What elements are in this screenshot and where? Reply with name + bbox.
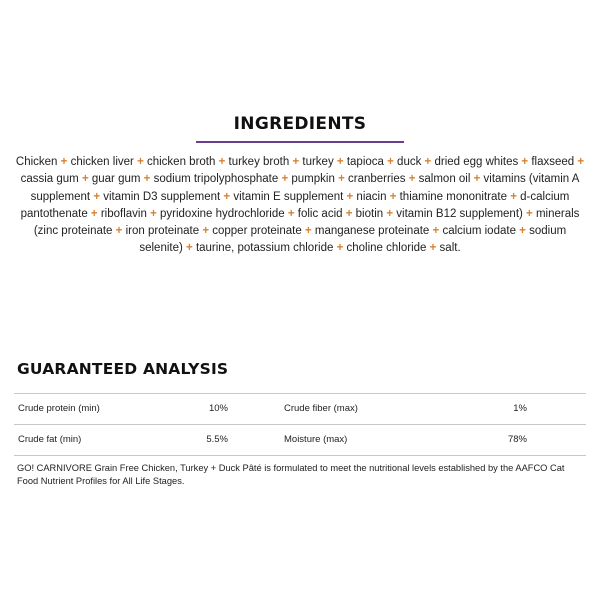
guaranteed-analysis-table: [14, 393, 586, 456]
ingredient-item: vitamin E supplement: [233, 190, 344, 203]
plus-separator: +: [389, 190, 397, 203]
plus-separator: +: [93, 190, 101, 203]
ingredient-item: flaxseed: [531, 156, 575, 168]
ingredient-item: vitamin D3 supplement: [103, 190, 221, 203]
plus-separator: +: [287, 207, 295, 220]
plus-separator: +: [218, 156, 226, 168]
analysis-value: 1%: [513, 403, 527, 414]
ingredient-item: salt.: [439, 242, 461, 255]
ingredient-item: d-calcium pantothenate: [20, 190, 570, 220]
ingredient-item: turkey: [302, 156, 334, 168]
ingredient-item: turkey broth: [228, 156, 290, 168]
analysis-label: Crude fiber (max): [284, 403, 358, 414]
plus-separator: +: [429, 242, 437, 255]
plus-separator: +: [387, 156, 394, 168]
plus-separator: +: [510, 190, 517, 203]
analysis-label: Moisture (max): [284, 434, 348, 445]
plus-separator: +: [186, 242, 193, 255]
ingredient-item: vitamin B12 supplement): [396, 207, 523, 220]
plus-separator: +: [143, 173, 151, 186]
plus-separator: +: [432, 225, 440, 238]
analysis-label: Crude protein (min): [18, 403, 100, 414]
plus-separator: +: [137, 156, 144, 168]
ingredient-item: choline chloride: [346, 242, 427, 255]
plus-separator: +: [60, 156, 68, 168]
plus-separator: +: [202, 225, 210, 238]
ingredient-item: cassia gum: [20, 173, 79, 186]
plus-separator: +: [386, 207, 394, 220]
plus-separator: +: [345, 207, 353, 220]
analysis-value: 10%: [208, 403, 228, 414]
ingredients-title-underline: [196, 141, 404, 143]
plus-separator: +: [577, 156, 585, 168]
ingredient-item: salmon oil: [418, 173, 471, 186]
ingredient-item: pyridoxine hydrochloride: [160, 207, 285, 220]
plus-separator: +: [519, 225, 526, 238]
ingredient-item: thiamine mononitrate: [399, 190, 508, 203]
plus-separator: +: [424, 156, 432, 168]
ingredient-item: manganese proteinate: [314, 225, 430, 238]
ingredient-item: niacin: [356, 190, 387, 203]
plus-separator: +: [521, 156, 529, 168]
ingredient-item: iron proteinate: [125, 225, 200, 238]
ingredient-item: riboflavin: [100, 207, 147, 220]
plus-separator: +: [304, 225, 312, 238]
ingredients-title: INGREDIENTS: [233, 114, 367, 134]
analysis-label: Crude fat (min): [18, 434, 82, 445]
aafco-statement: GO! CARNIVORE Grain Free Chicken, Turkey + Duck Pâté is formulated to meet the nutritional levels established by the AAFCO Cat Food Nutrient Profiles for All Life Stages.: [17, 463, 565, 486]
analysis-value: 78%: [507, 434, 527, 445]
ingredient-item: copper proteinate: [212, 225, 302, 238]
ingredient-item: duck: [397, 156, 422, 168]
plus-separator: +: [336, 156, 344, 168]
ingredient-item: pumpkin: [291, 173, 335, 186]
plus-separator: +: [90, 207, 98, 220]
plus-separator: +: [336, 242, 344, 255]
ingredient-item: guar gum: [91, 173, 141, 186]
plus-separator: +: [292, 156, 300, 168]
ingredients-list: [14, 154, 586, 258]
ingredient-item: sodium tripolyphosphate: [153, 173, 279, 186]
ingredient-item: Chicken: [15, 156, 58, 168]
plus-separator: +: [338, 173, 345, 186]
ingredient-item: folic acid: [297, 207, 343, 220]
plus-separator: +: [115, 225, 123, 238]
ingredient-item: calcium iodate: [442, 225, 516, 238]
ingredient-item: sodium selenite): [139, 225, 567, 255]
plus-separator: +: [81, 173, 89, 186]
plus-separator: +: [473, 173, 481, 186]
ingredient-item: taurine, potassium chloride: [195, 242, 334, 255]
ingredient-item: dried egg whites: [434, 156, 519, 168]
analysis-row: [14, 425, 586, 456]
ingredient-item: vitamins (vitamin A supplement: [30, 173, 580, 203]
plus-separator: +: [408, 173, 416, 186]
plus-separator: +: [346, 190, 354, 203]
ingredient-item: biotin: [355, 207, 384, 220]
ingredient-item: chicken liver: [70, 156, 134, 168]
ingredient-item: minerals (zinc proteinate: [33, 207, 580, 238]
ingredient-item: cranberries: [347, 173, 406, 186]
analysis-row: [14, 394, 586, 425]
guaranteed-analysis-title: GUARANTEED ANALYSIS: [17, 360, 229, 378]
ingredient-item: tapioca: [346, 156, 384, 168]
analysis-value: 5.5%: [206, 434, 228, 445]
plus-separator: +: [223, 190, 231, 203]
ingredient-item: chicken broth: [146, 156, 216, 168]
plus-separator: +: [526, 207, 533, 220]
plus-separator: +: [281, 173, 289, 186]
plus-separator: +: [150, 207, 157, 220]
